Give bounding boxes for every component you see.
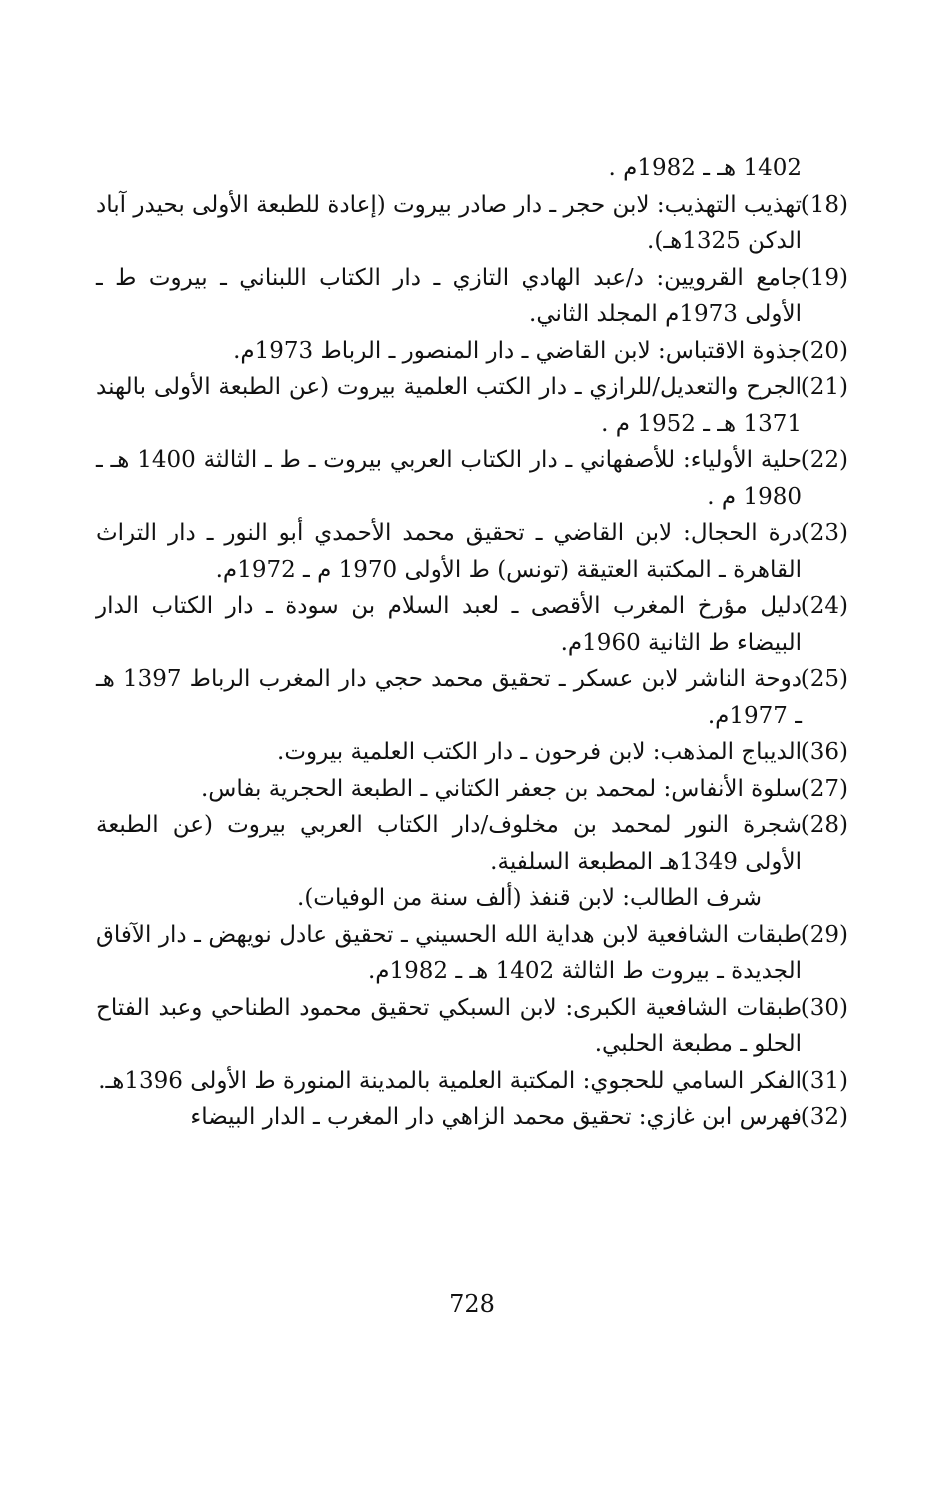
bibliography-entry-31 xyxy=(96,1063,848,1100)
page-number: 728 xyxy=(449,1290,495,1318)
entry-text: الفكر السامي للحجوي: المكتبة العلمية بالمدينة المنورة ط الأولى 1396هـ. xyxy=(98,1067,802,1094)
unnumbered-entry: شرف الطالب: لابن قنفذ (ألف سنة من الوفيات). xyxy=(297,885,762,911)
bibliography-entry-29 xyxy=(96,917,848,990)
bibliography-entry-18 xyxy=(96,187,848,260)
bibliography-entry-30 xyxy=(96,990,848,1063)
entry-text: حلية الأولياء: للأصفهاني ـ دار الكتاب العربي بيروت ـ ط ـ الثالثة 1400 هـ ـ 1980 م . xyxy=(96,447,802,510)
entry-text: دوحة الناشر لابن عسكر ـ تحقيق محمد حجي دار المغرب الرباط 1397 هـ ـ 1977م. xyxy=(96,666,802,729)
entry-number: (20) xyxy=(800,337,848,364)
entry-number: (25) xyxy=(800,666,848,692)
bibliography-entry-19 xyxy=(96,260,848,333)
bibliography-entry-27 xyxy=(96,771,848,808)
entry-text: الجرح والتعديل/للرازي ـ دار الكتب العلمية بيروت (عن الطبعة الأولى بالهند 1371 هـ ـ 1952 م . xyxy=(96,374,802,437)
entry-number: (23) xyxy=(800,520,848,546)
entry-number: (19) xyxy=(800,264,848,291)
entry-text: فهرس ابن غازي: تحقيق محمد الزاهي دار المغرب ـ الدار البيضاء xyxy=(190,1104,802,1130)
bibliography-entry-21 xyxy=(96,369,848,442)
continuation-line: 1402 هـ ـ 1982م . xyxy=(608,155,802,181)
entry-text: تهذيب التهذيب: لابن حجر ـ دار صادر بيروت (إعادة للطبعة الأولى بحيدر آباد الدكن 1325هـ). xyxy=(96,191,802,254)
bibliography-entry-20 xyxy=(96,333,848,370)
entry-number: (29) xyxy=(800,921,848,948)
bibliography-entry-23 xyxy=(96,515,848,588)
entry-text: طبقات الشافعية الكبرى: لابن السبكي تحقيق محمود الطناحي وعبد الفتاح الحلو ـ مطبعة الحلبي. xyxy=(96,994,802,1057)
entry-text: دليل مؤرخ المغرب الأقصى ـ لعبد السلام بن سودة ـ دار الكتاب الدار البيضاء ط الثانية 1960م. xyxy=(96,593,802,656)
entry-number: (22) xyxy=(800,447,848,473)
entry-text: جذوة الاقتباس: لابن القاضي ـ دار المنصور ـ الرباط 1973م. xyxy=(233,337,802,364)
bibliography-entry-28 xyxy=(96,807,848,880)
entry-text: سلوة الأنفاس: لمحمد بن جعفر الكتاني ـ الطبعة الحجرية بفاس. xyxy=(201,775,802,802)
entry-text: طبقات الشافعية لابن هداية الله الحسيني ـ تحقيق عادل نويهض ـ دار الآفاق الجديدة ـ بيروت ط الثالثة 1402 هـ ـ 1982م. xyxy=(96,921,802,984)
entry-number: (31) xyxy=(800,1067,848,1094)
entry-text: جامع القرويين: د/عبد الهادي التازي ـ دار الكتاب اللبناني ـ بيروت ط ـ الأولى 1973م المجلد الثاني. xyxy=(96,264,802,327)
entry-text: درة الحجال: لابن القاضي ـ تحقيق محمد الأحمدي أبو النور ـ دار التراث القاهرة ـ المكتبة العتيقة (تونس) ط الأولى 1970 م ـ 1972م. xyxy=(96,520,802,583)
bibliography-entry-24 xyxy=(96,588,848,661)
entry-number: (24) xyxy=(800,593,848,619)
entry-number: (21) xyxy=(800,374,848,400)
entry-number: (30) xyxy=(800,994,848,1021)
bibliography-entry-22 xyxy=(96,442,848,515)
entry-text: شجرة النور لمحمد بن مخلوف/دار الكتاب العربي بيروت (عن الطبعة الأولى 1349هـ المطبعة السلفية. xyxy=(96,812,802,875)
entry-number: (28) xyxy=(800,812,848,838)
entry-number: (32) xyxy=(800,1104,848,1130)
bibliography-entry-25 xyxy=(96,661,848,734)
entry-number: (36) xyxy=(800,739,848,765)
entry-text: الديباج المذهب: لابن فرحون ـ دار الكتب العلمية بيروت. xyxy=(277,739,802,765)
entry-number: (18) xyxy=(800,191,848,218)
bibliography-entry-32 xyxy=(96,1099,848,1136)
bibliography-list xyxy=(96,150,848,1136)
bibliography-entry-36 xyxy=(96,734,848,771)
entry-number: (27) xyxy=(800,775,848,802)
